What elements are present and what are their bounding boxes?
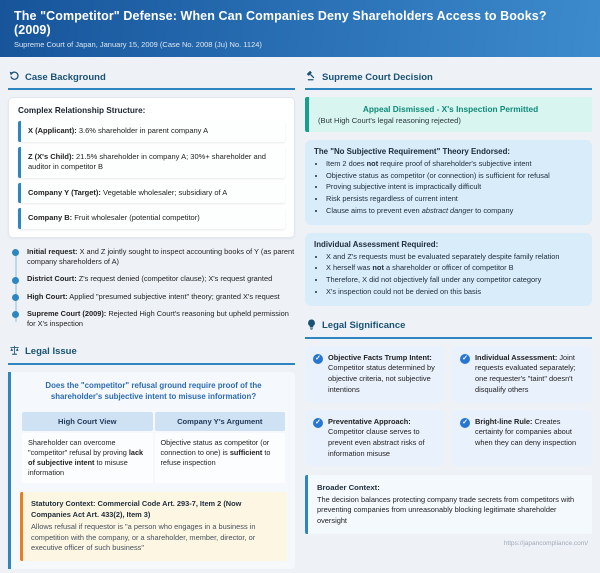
assessment-bullet-list xyxy=(314,252,583,298)
assessment-bullet: • X and Z's requests must be evaluated separately despite family relation xyxy=(326,252,583,263)
broader-context-body: The decision balances protecting company trade secrets from competitors with preventing companies from unreasonably blocking legitimate shareholder oversight xyxy=(317,494,575,526)
page-subtitle: Supreme Court of Japan, January 15, 2009 (Case No. 2008 (Ju) No. 1124) xyxy=(14,40,262,49)
legal-question: Does the "competitor" refusal ground require proof of the shareholder's subjective intent to misuse information? xyxy=(45,380,262,402)
page-title: The "Competitor" Defense: When Can Companies Deny Shareholders Access to Books? (2009) xyxy=(14,9,547,37)
theory-bullet: • Item 2 does not require proof of shareholder's subjective intent xyxy=(326,159,583,170)
timeline-initial-request: Initial request: X and Z jointly sought to inspect accounting books of Y (as parent company shareholders of A) xyxy=(13,247,295,268)
views-comparison-table xyxy=(20,410,287,486)
structure-item-company-b: Company B: Fruit wholesaler (potential competitor) xyxy=(18,208,285,229)
source-url: https://japancompliance.com/ xyxy=(503,539,588,547)
assessment-bullet: • X herself was not a shareholder or officer of competitor B xyxy=(326,263,583,274)
structure-item-z: Z (X's Child): 21.5% shareholder in company A; 30%+ shareholder and auditor in competitor B xyxy=(18,147,285,178)
high-court-view-cell: Shareholder can overcome "competitor" refusal by proving lack of subjective intent to misuse information xyxy=(22,433,153,484)
history-icon xyxy=(9,70,20,84)
theory-bullet: • Clause aims to prevent even abstract danger to company xyxy=(326,206,583,217)
page-header xyxy=(0,0,600,57)
content-columns xyxy=(0,57,600,573)
table-row xyxy=(22,433,285,484)
right-column xyxy=(305,63,592,569)
significance-text: Preventative Approach: Competitor clause serves to prevent even abstract risks of information misuse xyxy=(328,416,425,458)
case-timeline xyxy=(13,247,295,330)
section-case-background xyxy=(8,65,295,90)
scales-icon xyxy=(9,345,20,359)
relationship-structure-card xyxy=(8,97,295,238)
company-y-argument-cell: Objective status as competitor (or connection to one) is sufficient to refuse inspection xyxy=(155,433,286,484)
check-icon: ✓ xyxy=(313,418,323,428)
gavel-icon xyxy=(306,70,317,84)
theory-endorsed-box xyxy=(305,140,592,225)
table-header-high-court: High Court View xyxy=(22,412,153,431)
assessment-bullet: • X's inspection could not be denied on this basis xyxy=(326,287,583,298)
theory-heading: The "No Subjective Requirement" Theory Endorsed: xyxy=(314,147,511,156)
section-legal-issue xyxy=(8,340,295,365)
significance-card-individual-assessment xyxy=(452,346,592,403)
section-title: Legal Significance xyxy=(322,320,406,332)
assessment-heading: Individual Assessment Required: xyxy=(314,239,439,249)
statute-body: Allows refusal if requestor is "a person who engages in a business in competition with the company, or a shareholder, member, director, or executive officer of such business" xyxy=(31,521,256,553)
significance-text: Objective Facts Trump Intent: Competitor status determined by objective criteria, not subjective intentions xyxy=(328,352,435,394)
timeline-district-court: District Court: Z's request denied (competitor clause); X's request granted xyxy=(13,274,295,284)
legal-issue-panel xyxy=(8,372,295,569)
theory-bullet-list xyxy=(314,159,583,217)
check-icon: ✓ xyxy=(460,418,470,428)
section-legal-significance xyxy=(305,314,592,339)
significance-text: Bright-line Rule: Creates certainty for companies about when they can deny inspection xyxy=(475,416,577,448)
check-icon: ✓ xyxy=(460,354,470,364)
significance-text: Individual Assessment: Joint requests evaluated separately; one requester's "taint" doesn't disqualify others xyxy=(475,352,576,394)
significance-card-objective-facts xyxy=(305,346,445,403)
ruling-headline: Appeal Dismissed - X's Inspection Permitted xyxy=(362,104,539,114)
theory-bullet: • Objective status as competitor (or connection) is sufficient for refusal xyxy=(326,171,583,182)
structure-item-company-y: Company Y (Target): Vegetable wholesaler; subsidiary of A xyxy=(18,183,285,204)
section-title: Supreme Court Decision xyxy=(322,71,433,83)
individual-assessment-box xyxy=(305,233,592,306)
section-title: Case Background xyxy=(25,71,106,83)
footer xyxy=(305,534,592,547)
theory-bullet: • Proving subjective intent is impractically difficult xyxy=(326,182,583,193)
timeline-supreme-court: Supreme Court (2009): Rejected High Court's reasoning but upheld permission for X's inspection xyxy=(13,309,295,330)
section-supreme-court-decision xyxy=(305,65,592,90)
significance-card-bright-line-rule xyxy=(452,410,592,467)
broader-context-heading: Broader Context: xyxy=(317,483,380,493)
statute-heading: Statutory Context: Commercial Code Art. 293-7, Item 2 (Now Companies Act Art. 433(2), Item 3) xyxy=(31,499,242,520)
ruling-note: (But High Court's legal reasoning rejected) xyxy=(318,116,461,125)
significance-card-preventative-approach xyxy=(305,410,445,467)
ruling-box xyxy=(305,97,592,132)
timeline-high-court: High Court: Applied "presumed subjective intent" theory; granted X's request xyxy=(13,292,295,302)
section-title: Legal Issue xyxy=(25,346,77,358)
significance-grid xyxy=(305,346,592,467)
structure-heading: Complex Relationship Structure: xyxy=(18,106,146,115)
structure-item-x: X (Applicant): 3.6% shareholder in parent company A xyxy=(18,121,285,142)
check-icon: ✓ xyxy=(313,354,323,364)
theory-bullet: • Risk persists regardless of current intent xyxy=(326,194,583,205)
broader-context-box xyxy=(305,475,592,533)
lightbulb-icon xyxy=(306,319,317,333)
table-header-company-y: Company Y's Argument xyxy=(155,412,286,431)
statutory-context-box xyxy=(20,492,287,561)
left-column xyxy=(8,63,295,569)
assessment-bullet: • Therefore, X did not objectively fall under any competitor category xyxy=(326,275,583,286)
